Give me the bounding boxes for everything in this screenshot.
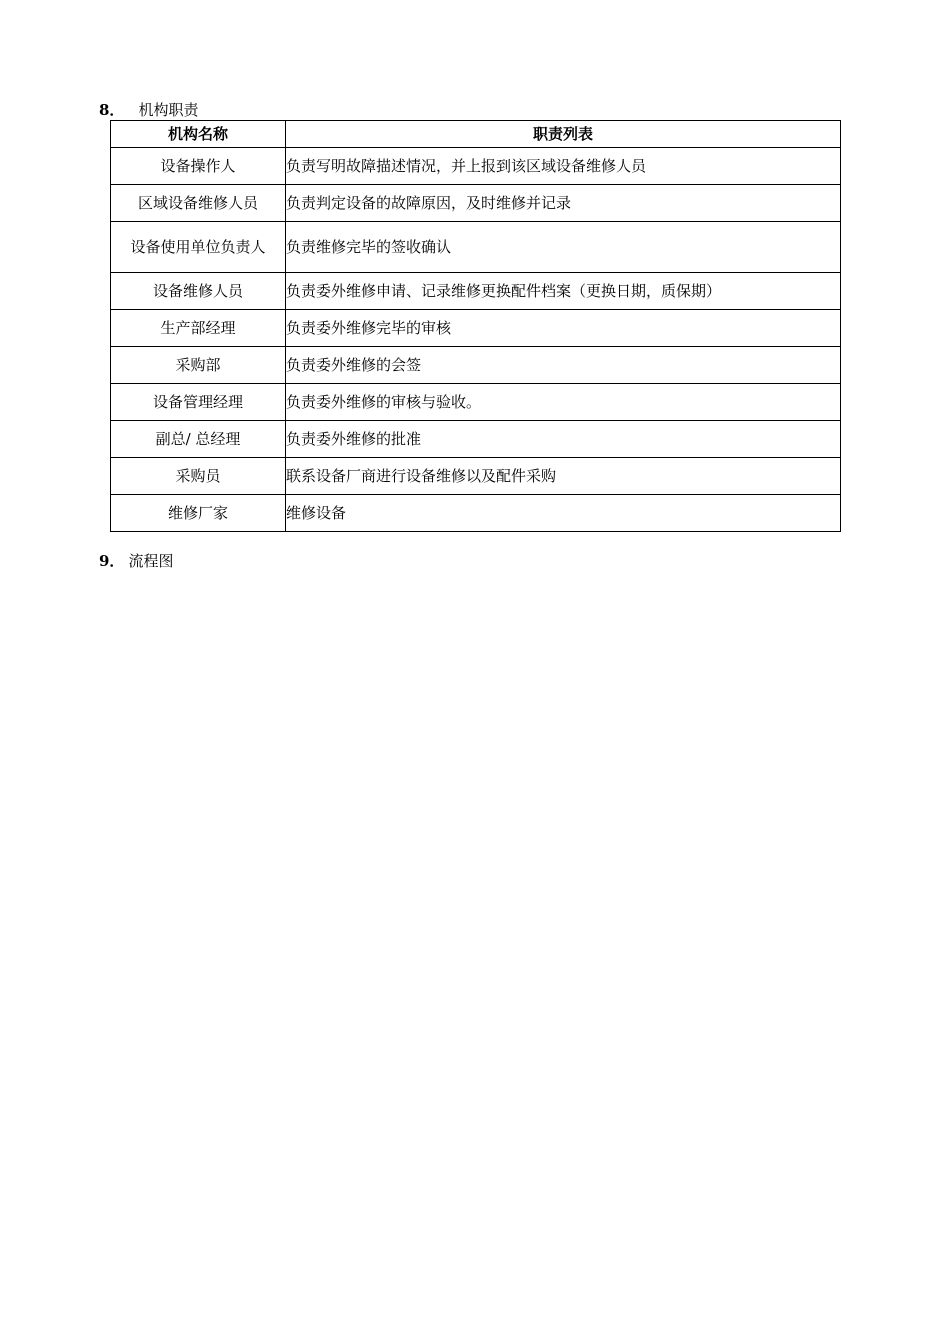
org-name-cell: 副总/ 总经理 <box>111 421 286 458</box>
table-row <box>111 148 841 185</box>
table-row <box>111 310 841 347</box>
table-row <box>111 458 841 495</box>
org-name-cell: 设备管理经理 <box>111 384 286 421</box>
org-name-cell: 采购员 <box>111 458 286 495</box>
duty-cell: 负责委外维修的审核与验收。 <box>286 384 841 421</box>
table-header-row <box>111 121 841 148</box>
duty-cell: 负责写明故障描述情况，并上报到该区域设备维修人员 <box>286 148 841 185</box>
section-heading-8 <box>99 100 198 120</box>
duty-cell: 负责委外维修的批准 <box>286 421 841 458</box>
header-org-name: 机构名称 <box>111 121 286 148</box>
table-row <box>111 421 841 458</box>
org-name-cell: 维修厂家 <box>111 495 286 532</box>
duty-cell: 负责维修完毕的签收确认 <box>286 222 841 273</box>
section-title: 机构职责 <box>138 101 199 119</box>
org-name-cell: 设备维修人员 <box>111 273 286 310</box>
duty-cell: 联系设备厂商进行设备维修以及配件采购 <box>286 458 841 495</box>
table-row <box>111 222 841 273</box>
duty-cell: 负责委外维修完毕的审核 <box>286 310 841 347</box>
org-name-cell: 采购部 <box>111 347 286 384</box>
duty-cell: 负责委外维修的会签 <box>286 347 841 384</box>
duty-cell: 负责判定设备的故障原因，及时维修并记录 <box>286 185 841 222</box>
section-heading-9 <box>99 551 173 571</box>
table-row <box>111 495 841 532</box>
header-duty-list: 职责列表 <box>286 121 841 148</box>
org-name-cell: 设备操作人 <box>111 148 286 185</box>
table-row <box>111 273 841 310</box>
org-duties-table <box>110 120 841 532</box>
section-title: 流程图 <box>128 552 174 570</box>
duty-cell: 负责委外维修申请、记录维修更换配件档案（更换日期，质保期） <box>286 273 841 310</box>
org-name-cell: 区域设备维修人员 <box>111 185 286 222</box>
section-number: 8． <box>99 101 125 119</box>
table-row <box>111 384 841 421</box>
org-name-cell: 设备使用单位负责人 <box>111 222 286 273</box>
table-row <box>111 185 841 222</box>
table-row <box>111 347 841 384</box>
duty-cell: 维修设备 <box>286 495 841 532</box>
org-name-cell: 生产部经理 <box>111 310 286 347</box>
section-number: 9． <box>99 552 125 570</box>
